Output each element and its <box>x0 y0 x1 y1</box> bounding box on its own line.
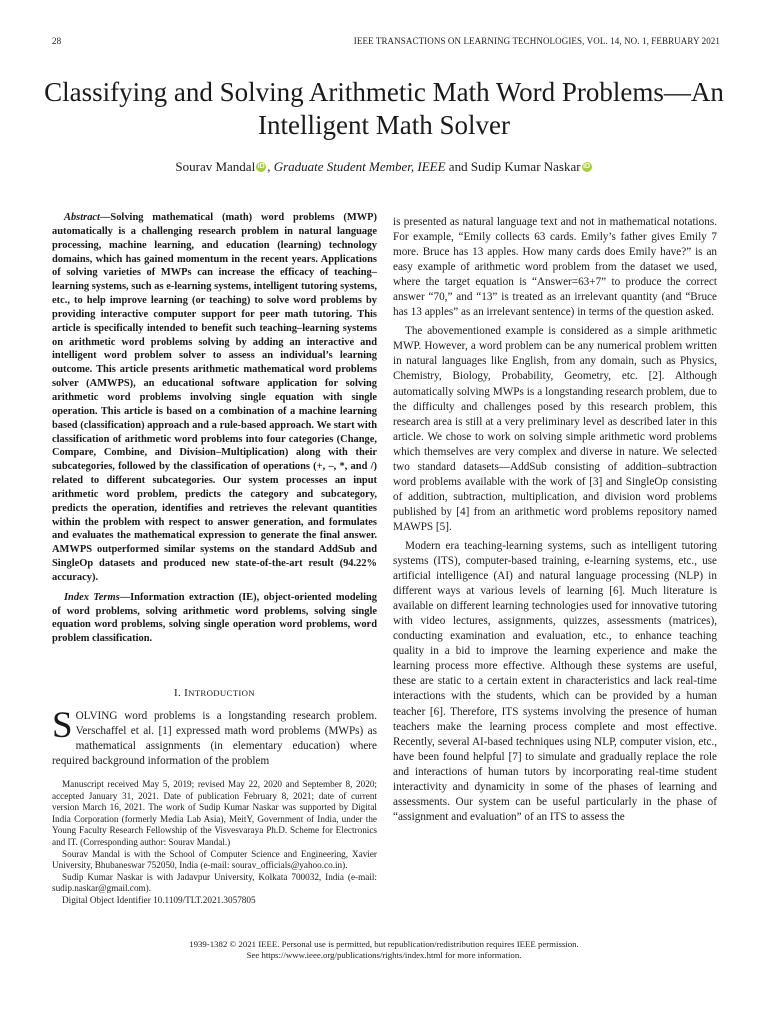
copyright-notice <box>40 939 728 961</box>
body-paragraph: The abovementioned example is considered as a simple arithmetic MWP. However, a word problem can be any numerical problem written in natural languages like English, from any domain, such as Physics, Chemistry, Biology, Probability, Geometry, etc. [2]. Although automatically solving MWPs is a longstanding research problem, due to the difficulty and challenges posed by this research problem, this research area is still at a very preliminary level as described later in this article. We chose to work on solving simple arithmetic word problems which themselves are very complex and diverse in nature. We selected two standard datasets—AddSub consisting of addition–subtraction word problems available with the work of [3] and SingleOp consisting of addition, subtraction, multiplication, and division word problems published by [4] from an arithmetic word problems repository named MAWPS [5]. <box>393 325 717 533</box>
page-number: 28 <box>52 36 62 46</box>
left-column <box>52 211 377 769</box>
orcid-icon[interactable]: iD <box>583 163 591 170</box>
footnote: Manuscript received May 5, 2019; revised May 22, 2020 and September 8, 2020; accepted January 31, 2021. Date of publication February 8, 2021; date of current version March 16, 2021. The work of Sudip Kumar Naskar was supported by Digital India Corporation (formerly Media Lab Asia), MeitY, Government of India, under the Young Faculty Research Fellowship of the Visvesvaraya Ph.D. Scheme for Electronics and IT. (Corresponding author: Sourav Mandal.) <box>52 779 377 847</box>
orcid-icon[interactable]: iD <box>257 163 265 170</box>
right-column <box>393 215 717 825</box>
intro-paragraph <box>52 705 377 769</box>
abstract <box>52 211 377 585</box>
author-2-name: Sudip Kumar Naskar <box>470 159 581 174</box>
abstract-text: Solving mathematical (math) word problems (MWP) automatically is a challenging research problem in natural language processing, machine learning, and education (learning) technology domains, which has gained momentum in the recent years. Applications of solving varieties of MWPs can increase the efficacy of teaching–learning systems, such as e-learning systems, intelligent tutoring systems, etc., to help improve learning (or teaching) to solve word problems by providing interactive computer support for peer math tutoring. This article is specifically intended to benefit such teaching–learning systems on arithmetic word problems solving by adding an interactive and intelligent word problem solver to assess an individual’s learning outcome. This article presents arithmetic mathematical word problems solver (AMWPS), an educational software application for solving arithmetic word problems involving single equation with single operation. This article is based on a combination of a machine learning based (classification) approach and a rule-based approach. We start with classification of arithmetic word problems into four categories (Change, Compare, Combine, and Division–Multiplication) along with their subcategories, followed by the classification of operations (+, –, *, and /) related to different subcategories. Our system processes an input arithmetic word problem, predicts the category and subcategory, predicts the operation, identifies and retrieves the relevant quantities within the problem with respect to answer generation, and formulates and evaluates the mathematical expression to generate the final answer. AMWPS outperformed similar systems on the standard AddSub and SingleOp datasets and produced new state-of-the-art result (94.22% accuracy). <box>52 212 377 583</box>
author-1-name: Sourav Mandal <box>175 159 256 174</box>
author-conjunction: and <box>448 159 468 174</box>
index-terms <box>52 591 377 646</box>
rights-link[interactable]: See https://www.ieee.org/publications/rights/index.html for more information. <box>246 950 522 960</box>
section-heading: I. INTRODUCTION <box>174 687 255 700</box>
drop-cap: S <box>52 705 73 747</box>
footnotes <box>52 779 377 907</box>
author-1-role: Graduate Student Member, IEEE <box>273 159 446 174</box>
abstract-label: Abstract— <box>64 212 111 223</box>
body-paragraph: Modern era teaching-learning systems, such as intelligent tutoring systems (ITS), computer-based training, e-learning systems, etc., use artificial intelligence (AI) and natural language processing (NLP) in different ways at various levels of learning [6]. Much literature is available on different learning technologies used for innovative tutoring with video lectures, assignments, quizzes, assessments (matrices), conducting examination and evaluation, etc., to enhance teaching quality in a bid to improve the learning experience and make the learning process more effective. Although these systems are useful, these are static to a certain extent in characteristics and lack real-time interactions with the students, which can be provided by a human teacher [6]. Therefore, ITS systems involving the presence of human teachers make the learning process complete and most effective. Recently, several AI-based techniques using NLP, computer vision, etc., have been found helpful [7] to simulate and gradually replace the role and interactions of human tutors by incorporating real-time student interactivity and dynamicity in some of the phases of learning and assessments. Our system can be useful particularly in the phase of “assignment and evaluation” of an ITS to assess the <box>393 539 717 823</box>
copyright-line: 1939-1382 © 2021 IEEE. Personal use is permitted, but republication/redistribution requires IEEE permission. <box>189 939 579 949</box>
footnote: Sourav Mandal is with the School of Computer Science and Engineering, Xavier University, Bhubaneswar 752050, India (e-mail: sourav_officials@yahoo.co.in). <box>52 848 377 871</box>
index-terms-label: Index Terms— <box>64 591 131 603</box>
footnote: Sudip Kumar Naskar is with Jadavpur University, Kolkata 700032, India (e-mail: sudip.naskar@gmail.com). <box>52 871 377 894</box>
intro-text: OLVING word problems is a longstanding research problem. Verschaffel et al. [1] expressed math word problems (MWPs) as mathematical assignments (in elementary education) where required background information of the problem <box>52 710 377 768</box>
paper-title: Classifying and Solving Arithmetic Math Word Problems—An Intelligent Math Solver <box>44 77 724 140</box>
body-paragraph: is presented as natural language text and not in mathematical notations. For example, “Emily collects 63 cards. Emily’s father gives Emily 7 more. Bruce has 13 apples. How many cards does Emily have?” is an easy example of arithmetic word problem from the dataset we used, where the target equation is “Answer=63+7” to produce the correct answer “70,” and “13” is treated as an irrelevant quantity (and “Bruce has 13 apples” as an irrelevant sentence) in terms of the question asked. <box>393 216 717 319</box>
journal-name: IEEE TRANSACTIONS ON LEARNING TECHNOLOGIES, VOL. 14, NO. 1, FEBRUARY 2021 <box>353 36 720 46</box>
footnote: Digital Object Identifier 10.1109/TLT.2021.3057805 <box>62 894 256 905</box>
running-header <box>52 36 720 46</box>
author-line: Sourav Mandal iD , Graduate Student Member, IEEE and Sudip Kumar Naskar iD <box>175 159 591 174</box>
index-terms-text: Information extraction (IE), object-oriented modeling of word problems, solving arithmetic word problems, solving single equation word problems, solving single operation word problems, word problem classification. <box>52 591 377 645</box>
